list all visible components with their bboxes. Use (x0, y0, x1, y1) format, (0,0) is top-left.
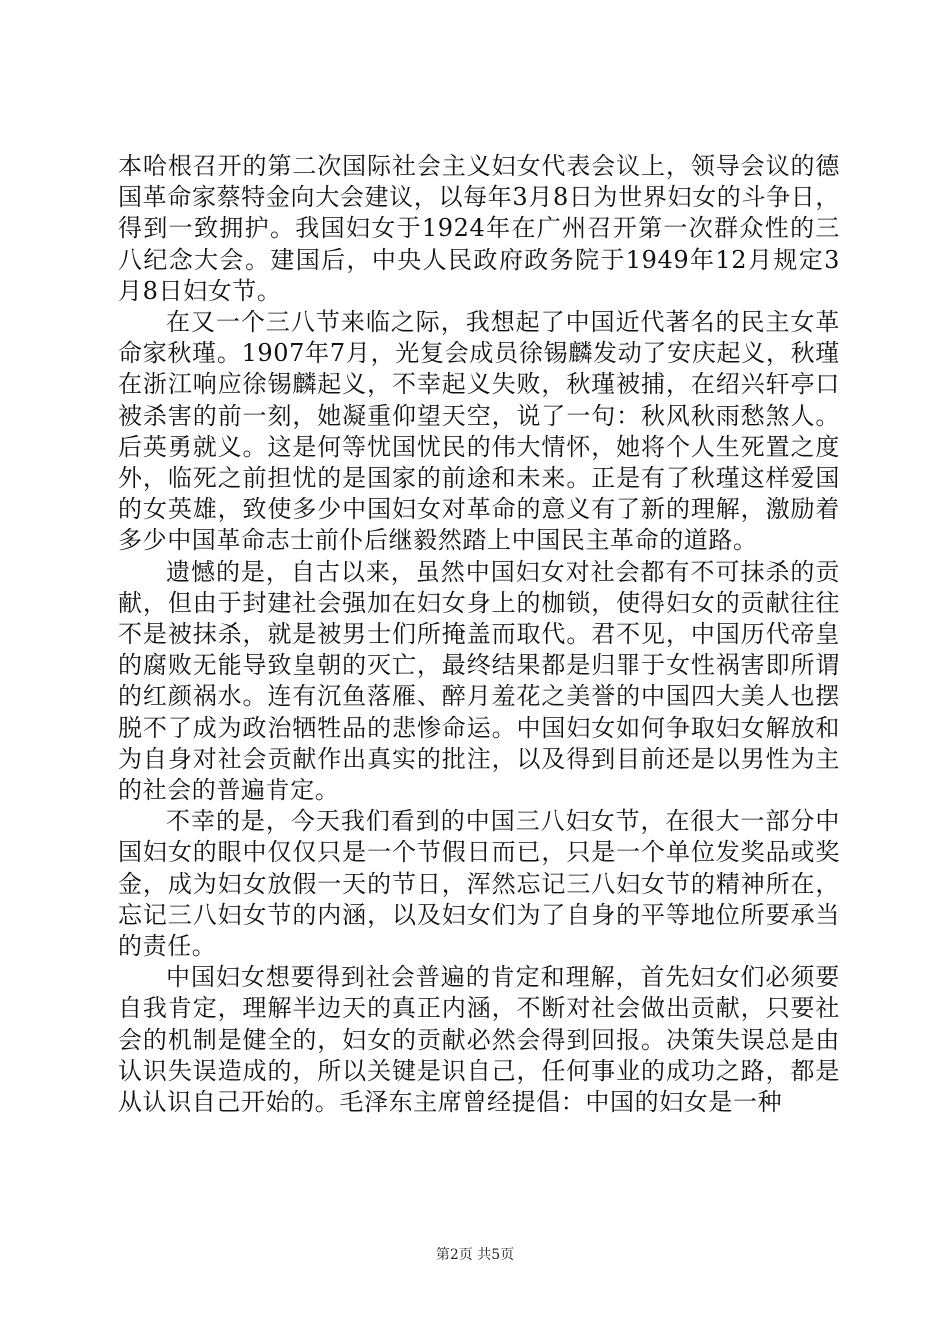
paragraph-5: 中国妇女想要得到社会普遍的肯定和理解，首先妇女们必须要自我肯定，理解半边天的真正内涵，不断对社会做出贡献，只要社会的机制是健全的，妇女的贡献必然会得到回报。决策失误总是由认识失误造成的，所以关键是识自己，任何事业的成功之路，都是从认识自己开始的。毛泽东主席曾经提倡：中国的妇女是一种 (118, 963, 840, 1117)
page-number-footer: 第2页 共5页 (435, 1247, 515, 1263)
paragraph-1: 本哈根召开的第二次国际社会主义妇女代表会议上，领导会议的德国革命家蔡特金向大会建议，以每年3月8日为世界妇女的斗争日，得到一致拥护。我国妇女于1924年在广州召开第一次群众性的三八纪念大会。建国后，中央人民政府政务院于1949年12月规定3月8日妇女节。 (118, 152, 840, 305)
paragraph-4: 不幸的是，今天我们看到的中国三八妇女节，在很大一部分中国妇女的眼中仅仅只是一个节假日而已，只是一个单位发奖品或奖金，成为妇女放假一天的节日，浑然忘记三八妇女节的精神所在，忘记三八妇女节的内涵，以及妇女们为了自身的平等地位所要承当的责任。 (118, 807, 840, 961)
paragraph-2: 在又一个三八节来临之际，我想起了中国近代著名的民主女革命家秋瑾。1907年7月，光复会成员徐锡麟发动了安庆起义，秋瑾在浙江响应徐锡麟起义，不幸起义失败，秋瑾被捕，在绍兴轩亭口被杀害的前一刻，她凝重仰望天空，说了一句：秋风秋雨愁煞人。后英勇就义。这是何等忧国忧民的伟大情怀，她将个人生死置之度外，临死之前担忧的是国家的前途和未来。正是有了秋瑾这样爱国的女英雄，致使多少中国妇女对革命的意义有了新的理解，激励着多少中国革命志士前仆后继毅然踏上中国民主革命的道路。 (118, 308, 840, 555)
paragraph-3: 遗憾的是，自古以来，虽然中国妇女对社会都有不可抹杀的贡献，但由于封建社会强加在妇女身上的枷锁，使得妇女的贡献往往不是被抹杀，就是被男士们所掩盖而取代。君不见，中国历代帝皇的腐败无能导致皇朝的灭亡，最终结果都是归罪于女性祸害即所谓的红颜祸水。连有沉鱼落雁、醉月羞花之美誉的中国四大美人也摆脱不了成为政治牺牲品的悲惨命运。中国妇女如何争取妇女解放和为自身对社会贡献作出真实的批注，以及得到目前还是以男性为主的社会的普遍肯定。 (118, 557, 840, 805)
document-body (118, 151, 840, 1118)
